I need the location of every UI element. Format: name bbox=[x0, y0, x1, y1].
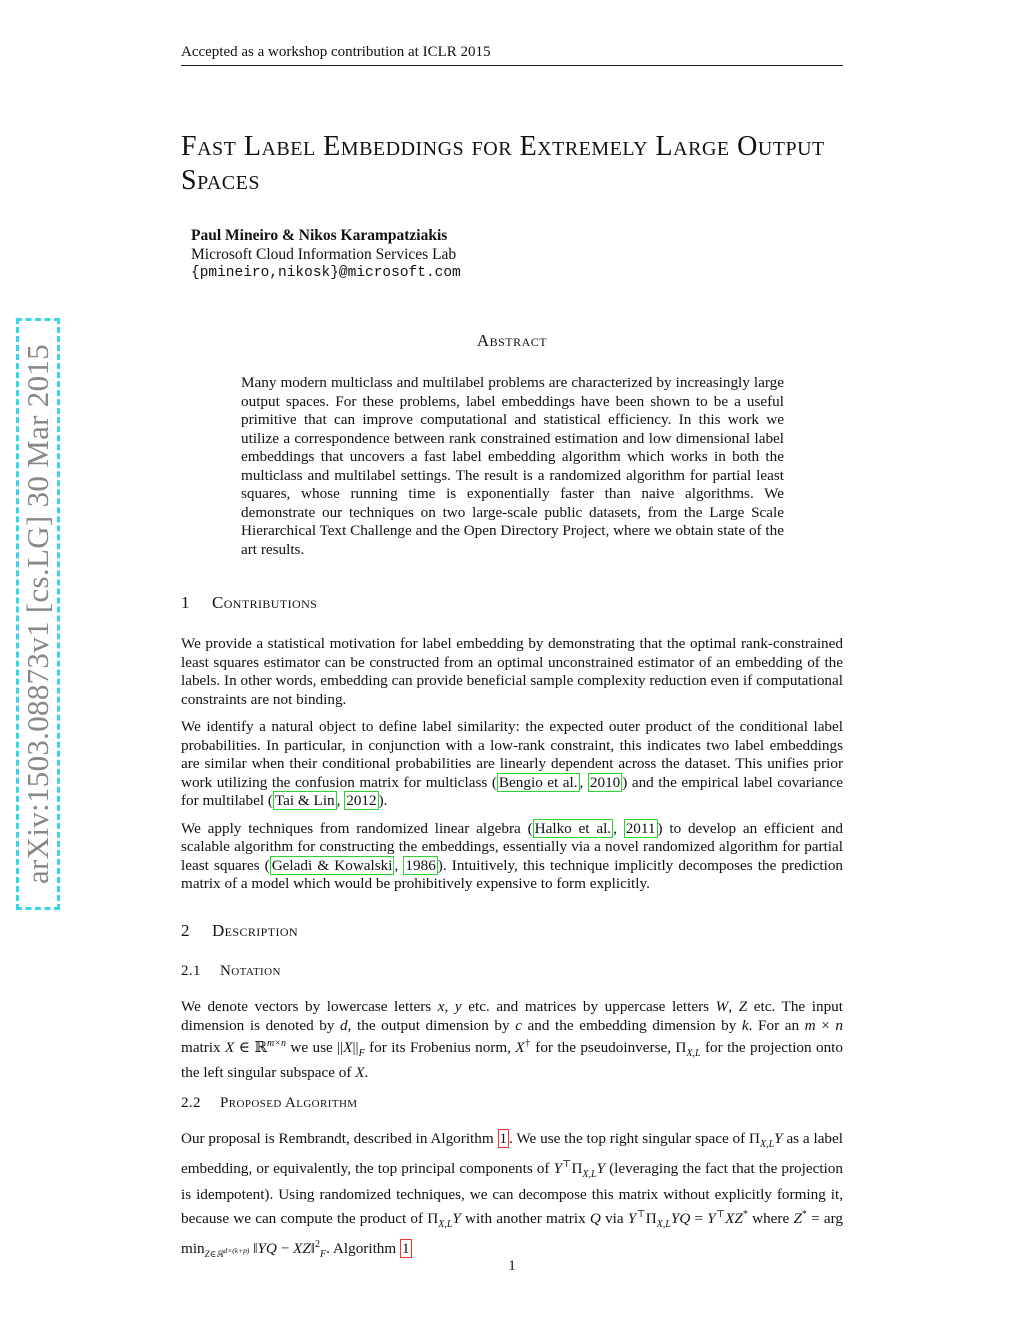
notation-paragraph: We denote vectors by lowercase letters x, y etc. and matrices by uppercase letters W, Z etc. The input dimension is denoted by d, the output dimension by c and the embedding dimension by k. For an m × n matrix X ∈ ℝ$^{m\times n}$ we use $||X||_F$ for its Frobenius norm, X† for the pseudoinverse, $\Pi_{X,L}$ for the projection onto the left singular subspace of X. bbox=[181, 998, 843, 1081]
citation-bengio[interactable]: Bengio et al. bbox=[498, 773, 578, 791]
author-email[interactable]: {pmineiro,nikosk}@microsoft.com bbox=[191, 265, 461, 281]
header-rule bbox=[181, 65, 843, 66]
citation-tai[interactable]: Tai & Lin bbox=[274, 792, 335, 809]
section-1-paragraph-2: We identify a natural object to define label similarity: the expected outer product of the conditional label probabilities. In particular, in conjunction with a low-rank constraint, this indicates two label embeddings are similar when their conditional probabilities are linearly dependent across the dataset. This unifies prior work utilizing the confusion matrix for multiclass ( Bengio et al. , 2010 ) and the empirical label covariance for multilabel ( Tai & Lin , 2012 ). bbox=[181, 718, 844, 809]
arxiv-stamp-text: arXiv:1503.08873v1 [cs.LG] 30 Mar 2015 bbox=[20, 343, 55, 885]
section-1-heading bbox=[181, 593, 317, 613]
section-2-heading bbox=[181, 921, 298, 941]
proposed-algorithm-paragraph: Our proposal is Rembrandt, described in Algorithm 1 . We use the top right singular space of $\Pi_{X,L}Y$ as a label embedding, or equivalently, the top principal components of $Y^⊤\Pi_{X,L}Y$ (leveraging the fact that the projection is idempotent). Using randomized techniques, we can decompose this matrix without explicitly forming it, because we can compute the product of $\Pi_{X,L}Y$ with another matrix Q via $Y^⊤\Pi_{X,L}YQ = Y^⊤XZ^*$ where Z* = arg $\min_{Z\in ℝ^{d\times(k+p)}}$ ‖YQ − XZ‖$^2_F$. Algorithm 1 bbox=[181, 1130, 844, 1261]
author-block bbox=[191, 226, 461, 283]
section-1-body bbox=[181, 635, 843, 903]
subsection-2-2-title: Proposed Algorithm bbox=[220, 1095, 358, 1111]
citation-bengio-year[interactable]: 2010 bbox=[589, 773, 621, 791]
section-1-number: 1 bbox=[181, 593, 190, 612]
subsection-2-1-number: 2.1 bbox=[181, 963, 201, 979]
section-1-title: Contributions bbox=[212, 593, 318, 612]
author-affiliation: Microsoft Cloud Information Services Lab bbox=[191, 246, 457, 263]
algorithm-ref-link[interactable]: 1 bbox=[499, 1130, 508, 1147]
section-2-number: 2 bbox=[181, 921, 190, 940]
citation-geladi-year[interactable]: 1986 bbox=[405, 856, 436, 874]
paper-title: Fast Label Embeddings for Extremely Large Output Spaces bbox=[181, 131, 825, 196]
author-names: Paul Mineiro & Nikos Karampatziakis bbox=[191, 227, 448, 244]
arxiv-stamp-link[interactable] bbox=[16, 318, 60, 910]
abstract-text: Many modern multiclass and multilabel problems are characterized by increasingly large output spaces. For these problems, label embeddings have been shown to be a useful primitive that can improve computational and statistical efficiency. In this work we utilize a correspondence between rank constrained estimation and low dimensional label embeddings that uncovers a fast label embedding algorithm which works in both the multiclass and multilabel settings. The result is a randomized algorithm for partial least squares, whose running time is exponentially faster than naive algorithms. We demonstrate our techniques on two large-scale public datasets, from the Large Scale Hierarchical Text Challenge and the Open Directory Project, where we obtain state of the art results. bbox=[241, 374, 784, 558]
subsection-2-1-heading bbox=[181, 963, 281, 980]
subsection-2-1-title: Notation bbox=[220, 963, 281, 979]
running-header: Accepted as a workshop contribution at ICLR 2015 bbox=[181, 44, 491, 60]
section-2-title: Description bbox=[212, 921, 299, 940]
abstract-heading: Abstract bbox=[476, 331, 548, 350]
citation-halko[interactable]: Halko et al. bbox=[534, 819, 612, 837]
citation-halko-year[interactable]: 2011 bbox=[625, 819, 656, 837]
subsection-2-2-heading bbox=[181, 1095, 357, 1112]
citation-tai-year[interactable]: 2012 bbox=[346, 792, 377, 809]
citation-geladi[interactable]: Geladi & Kowalski bbox=[271, 856, 393, 874]
section-1-paragraph-1: We provide a statistical motivation for label embedding by demonstrating that the optimal rank-constrained least squares estimator can be constructed from an optimal unconstrained estimator of an embedding of the labels. In other words, embedding can provide beneficial sample complexity reduction even if computational constraints are not binding. bbox=[181, 635, 843, 708]
section-1-paragraph-3: We apply techniques from randomized linear algebra ( Halko et al. , 2011 ) to develop an efficient and scalable algorithm for constructing the embeddings, essentially via a novel randomized algorithm for partial least squares ( Geladi & Kowalski , 1986 ). Intuitively, this technique implicitly decomposes the prediction matrix of a model which would be prohibitively expensive to form explicitly. bbox=[181, 819, 844, 892]
algorithm-ref-link-2[interactable]: 1 bbox=[402, 1240, 410, 1258]
subsection-2-2-number: 2.2 bbox=[181, 1095, 201, 1111]
page-number: 1 bbox=[508, 1258, 516, 1274]
